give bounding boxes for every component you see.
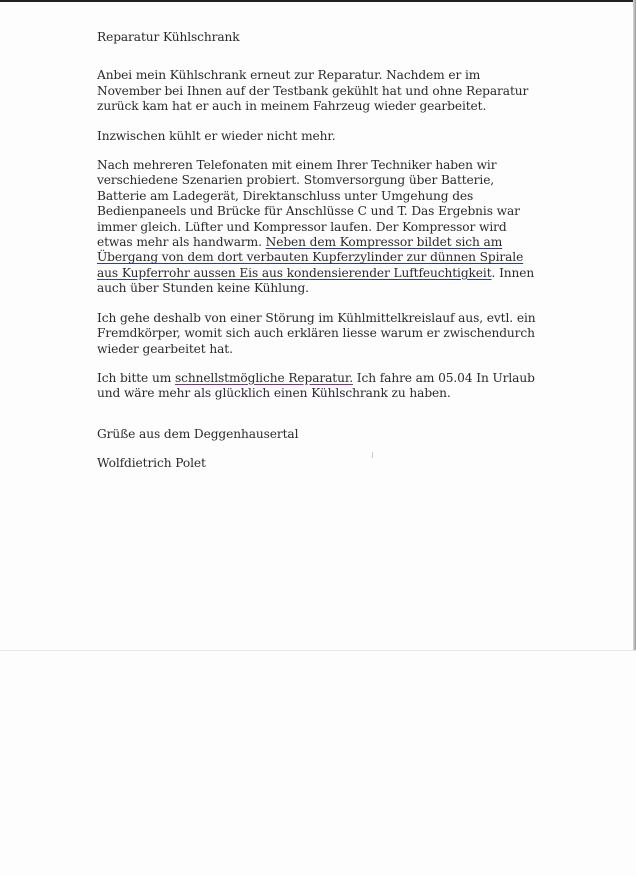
paragraph-3-text-end: . Innen auch über Stunden keine Kühlung. bbox=[97, 265, 535, 296]
paragraph-2: Inzwischen kühlt er wieder nicht mehr. bbox=[97, 128, 336, 143]
paragraph-1: Anbei mein Kühlschrank erneut zur Reparatur. Nachdem er im November bei Ihnen auf der Testbank gekühlt hat und ohne Reparatur zurück kam hat er auch in meinem Fahrzeug wieder gearbeitet. bbox=[97, 68, 529, 114]
paragraph-5 bbox=[97, 371, 537, 402]
paragraph-5-text-end: Ich fahre am 05.04 In Urlaub und wäre mehr als glücklich einen Kühlschrank zu haben. bbox=[97, 370, 535, 401]
paragraph-3 bbox=[97, 158, 537, 297]
letter-subject: Reparatur Kühlschrank bbox=[97, 30, 240, 44]
scan-fold-line bbox=[0, 650, 636, 651]
paragraph-3-text-start: Nach mehreren Telefonaten mit einem Ihrer Techniker haben wir verschiedene Szenarien probiert. Stomversorgung über Batterie, Batterie am Ladegerät, Direktanschluss unter Umgehung des Bedienpaneels und Brücke für Anschlüsse C und T. Das Ergebnis war immer gleich. Lüfter und Kompressor laufen. Der Kompressor wird etwas mehr als handwarm. bbox=[97, 158, 520, 250]
scan-top-edge bbox=[0, 0, 636, 2]
letter-body bbox=[97, 30, 537, 472]
paragraph-5-underlined-text: schnellstmögliche Reparatur. bbox=[174, 370, 353, 385]
paragraph-5-text-start: Ich bitte um bbox=[97, 370, 175, 385]
letter-closing: Grüße aus dem Deggenhausertal bbox=[97, 426, 299, 441]
paragraph-4: Ich gehe deshalb von einer Störung im Kühlmittelkreislauf aus, evtl. ein Fremdkörper, womit sich auch erklären liesse warum er zwischendurch wieder gearbeitet hat. bbox=[97, 310, 536, 356]
letter-signature: Wolfdietrich Polet bbox=[97, 456, 206, 471]
paragraph-3-underlined-text: Neben dem Kompressor bildet sich am Übergang von dem dort verbauten Kupferzylinder zur dünnen Spirale aus Kupferrohr aussen Eis aus kondensierender Luftfeuchtigkeit bbox=[97, 235, 524, 280]
